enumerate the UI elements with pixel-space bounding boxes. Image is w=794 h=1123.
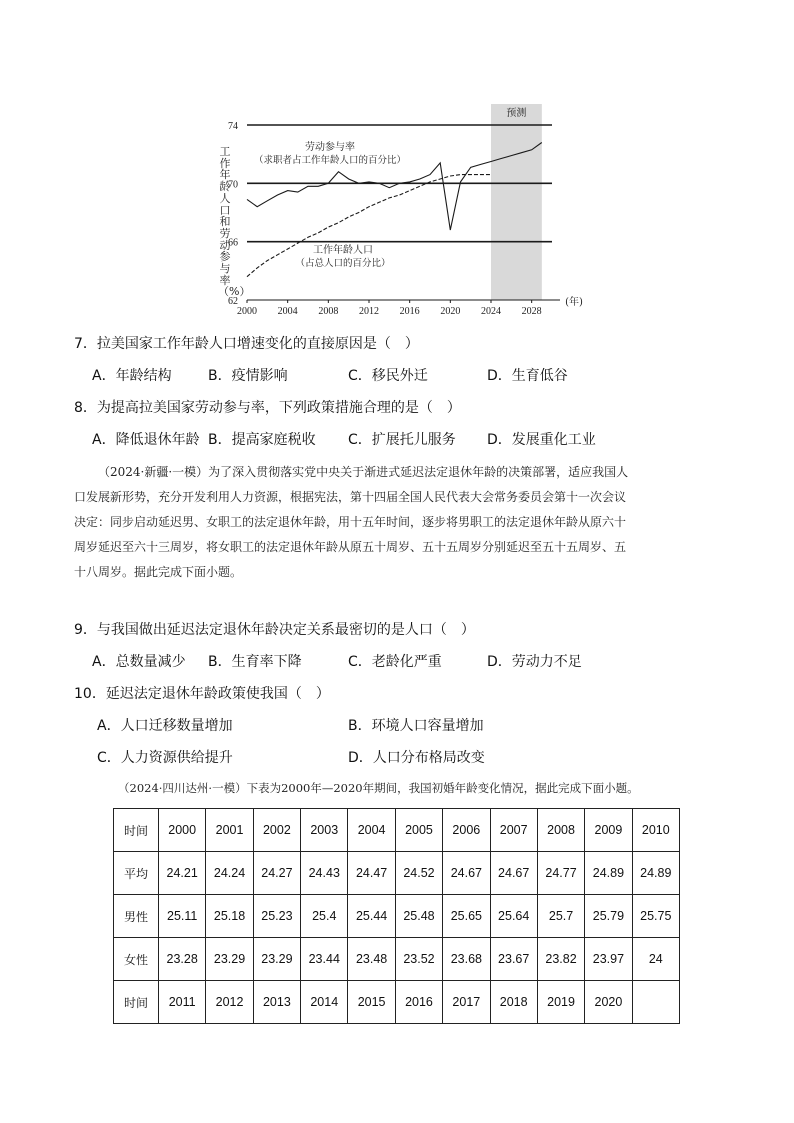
table-cell: 25.18 bbox=[206, 895, 253, 938]
question-8-stem: 8．为提高拉美国家劳动参与率，下列政策措施合理的是（ ） bbox=[74, 400, 461, 416]
table-cell: 23.29 bbox=[206, 938, 253, 981]
y-tick-label: 74 bbox=[228, 121, 238, 132]
x-tick-label: 2024 bbox=[481, 306, 501, 317]
table-cell: 23.29 bbox=[253, 938, 300, 981]
table-cell: 女性 bbox=[114, 938, 159, 981]
table-cell: 2018 bbox=[490, 981, 537, 1024]
q9-option-b[interactable]: B．生育率下降 bbox=[208, 654, 302, 670]
table-cell: 2010 bbox=[632, 809, 679, 852]
table-row bbox=[114, 981, 680, 1024]
table-cell: 2008 bbox=[537, 809, 584, 852]
x-unit-label: (年) bbox=[565, 297, 583, 308]
table-cell: 2002 bbox=[253, 809, 300, 852]
table-cell bbox=[632, 981, 679, 1024]
q8-option-c[interactable]: C．扩展托儿服务 bbox=[348, 432, 456, 448]
table-cell: 24.89 bbox=[632, 852, 679, 895]
table-cell: 24.89 bbox=[585, 852, 632, 895]
table-row bbox=[114, 852, 680, 895]
table-cell: 23.97 bbox=[585, 938, 632, 981]
table-cell: 时间 bbox=[114, 981, 159, 1024]
q9-option-a[interactable]: A．总数量减少 bbox=[92, 654, 186, 670]
table-cell: 25.64 bbox=[490, 895, 537, 938]
q8-option-d[interactable]: D．发展重化工业 bbox=[487, 432, 596, 448]
table-cell: 23.52 bbox=[395, 938, 442, 981]
forecast-label: 预测 bbox=[506, 108, 527, 119]
y-axis-title: 工作年龄人口和劳动参与率（%） bbox=[218, 145, 251, 299]
table-cell: 25.7 bbox=[537, 895, 584, 938]
x-tick-label: 2004 bbox=[277, 306, 298, 317]
table-cell: 25.75 bbox=[632, 895, 679, 938]
table-cell: 24.43 bbox=[301, 852, 348, 895]
x-tick-label: 2000 bbox=[237, 306, 257, 317]
table-cell: 2019 bbox=[537, 981, 584, 1024]
table-cell: 2005 bbox=[395, 809, 442, 852]
table-cell: 2015 bbox=[348, 981, 395, 1024]
table-cell: 2006 bbox=[443, 809, 490, 852]
x-tick-label: 2016 bbox=[399, 306, 420, 317]
table-cell: 2009 bbox=[585, 809, 632, 852]
y-tick-label: 62 bbox=[228, 296, 238, 307]
table-cell: 2012 bbox=[206, 981, 253, 1024]
table-cell: 2011 bbox=[159, 981, 206, 1024]
table-cell: 2004 bbox=[348, 809, 395, 852]
material-paragraph-1 bbox=[74, 460, 734, 585]
q10-option-b[interactable]: B．环境人口容量增加 bbox=[348, 718, 484, 734]
table-cell: 2001 bbox=[206, 809, 253, 852]
q9-option-c[interactable]: C．老龄化严重 bbox=[348, 654, 442, 670]
table-cell: 24 bbox=[632, 938, 679, 981]
table-cell: 24.47 bbox=[348, 852, 395, 895]
marriage-age-table bbox=[113, 808, 680, 1024]
table-cell: 23.68 bbox=[443, 938, 490, 981]
q8-option-a[interactable]: A．降低退休年龄 bbox=[92, 432, 200, 448]
q10-option-d[interactable]: D．人口分布格局改变 bbox=[348, 750, 485, 766]
table-cell: 23.48 bbox=[348, 938, 395, 981]
table-cell: 2016 bbox=[395, 981, 442, 1024]
table-cell: 25.48 bbox=[395, 895, 442, 938]
x-tick-label: 2012 bbox=[359, 306, 379, 317]
table-cell: 23.28 bbox=[159, 938, 206, 981]
material-line: 十八周岁。据此完成下面小题。 bbox=[74, 565, 243, 579]
forecast-band bbox=[491, 104, 542, 300]
y-tick-label: 70 bbox=[228, 179, 238, 191]
table-cell: 23.82 bbox=[537, 938, 584, 981]
table-cell: 24.67 bbox=[490, 852, 537, 895]
table-cell: 24.67 bbox=[443, 852, 490, 895]
q8-option-b[interactable]: B．提高家庭税收 bbox=[208, 432, 316, 448]
q7-option-a[interactable]: A．年龄结构 bbox=[92, 368, 172, 384]
material-line: 决定：同步启动延迟男、女职工的法定退休年龄，用十五年时间，逐步将男职工的法定退休年龄从原六十 bbox=[74, 515, 627, 529]
x-tick-label: 2008 bbox=[318, 306, 339, 317]
table-row bbox=[114, 809, 680, 852]
table-cell: 24.77 bbox=[537, 852, 584, 895]
table-cell: 25.4 bbox=[301, 895, 348, 938]
table-cell: 2020 bbox=[585, 981, 632, 1024]
material-line: 口发展新形势，充分开发利用人力资源，根据宪法，第十四届全国人民代表大会常务委员会第十一次会议 bbox=[74, 490, 627, 504]
table-cell: 24.24 bbox=[206, 852, 253, 895]
table-cell: 23.67 bbox=[490, 938, 537, 981]
labor-chart bbox=[205, 100, 590, 325]
table-cell: 24.27 bbox=[253, 852, 300, 895]
table-cell: 2007 bbox=[490, 809, 537, 852]
table-cell: 2003 bbox=[301, 809, 348, 852]
table-cell: 25.79 bbox=[585, 895, 632, 938]
y-tick-label: 66 bbox=[228, 237, 238, 249]
table-row bbox=[114, 938, 680, 981]
q7-option-d[interactable]: D．生育低谷 bbox=[487, 368, 568, 384]
q7-option-c[interactable]: C．移民外迁 bbox=[348, 368, 428, 384]
table-row bbox=[114, 895, 680, 938]
working-age-population-note: （占总人口的百分比） bbox=[295, 258, 391, 269]
x-tick-label: 2020 bbox=[440, 306, 461, 317]
table-cell: 25.23 bbox=[253, 895, 300, 938]
question-9-stem: 9．与我国做出延迟法定退休年龄决定关系最密切的是人口（ ） bbox=[74, 622, 475, 638]
labor-participation-note: （求职者占工作年龄人口的百分比） bbox=[253, 155, 407, 166]
table-cell: 平均 bbox=[114, 852, 159, 895]
table-cell: 25.65 bbox=[443, 895, 490, 938]
material-line: （2024·四川达州·一模）下表为2000年—2020年期间，我国初婚年龄变化情况，据此完成下面小题。 bbox=[118, 781, 639, 795]
q9-option-d[interactable]: D．劳动力不足 bbox=[487, 654, 582, 670]
x-tick-label: 2028 bbox=[521, 306, 542, 317]
material-paragraph-2 bbox=[118, 776, 738, 801]
table-cell: 2000 bbox=[159, 809, 206, 852]
question-7-stem: 7．拉美国家工作年龄人口增速变化的直接原因是（ ） bbox=[74, 336, 419, 352]
table-cell: 25.11 bbox=[159, 895, 206, 938]
table-cell: 24.21 bbox=[159, 852, 206, 895]
table-cell: 2013 bbox=[253, 981, 300, 1024]
q7-option-b[interactable]: B．疫情影响 bbox=[208, 368, 288, 384]
table-cell: 时间 bbox=[114, 809, 159, 852]
q10-option-c[interactable]: C．人力资源供给提升 bbox=[97, 750, 233, 766]
material-line: （2024·新疆·一模）为了深入贯彻落实党中央关于渐进式延迟法定退休年龄的决策部署，适应我国人 bbox=[98, 465, 629, 479]
table-cell: 男性 bbox=[114, 895, 159, 938]
working-age-population-label: 工作年龄人口 bbox=[313, 245, 373, 256]
question-10-stem: 10．延迟法定退休年龄政策使我国（ ） bbox=[74, 686, 330, 702]
material-line: 周岁延迟至六十三周岁，将女职工的法定退休年龄从原五十周岁、五十五周岁分别延迟至五十五周岁、五 bbox=[74, 540, 627, 554]
table-cell: 2017 bbox=[443, 981, 490, 1024]
labor-participation-label: 劳动参与率 bbox=[305, 142, 355, 153]
table-cell: 23.44 bbox=[301, 938, 348, 981]
table-cell: 24.52 bbox=[395, 852, 442, 895]
table-cell: 25.44 bbox=[348, 895, 395, 938]
table-cell: 2014 bbox=[301, 981, 348, 1024]
q10-option-a[interactable]: A．人口迁移数量增加 bbox=[97, 718, 233, 734]
